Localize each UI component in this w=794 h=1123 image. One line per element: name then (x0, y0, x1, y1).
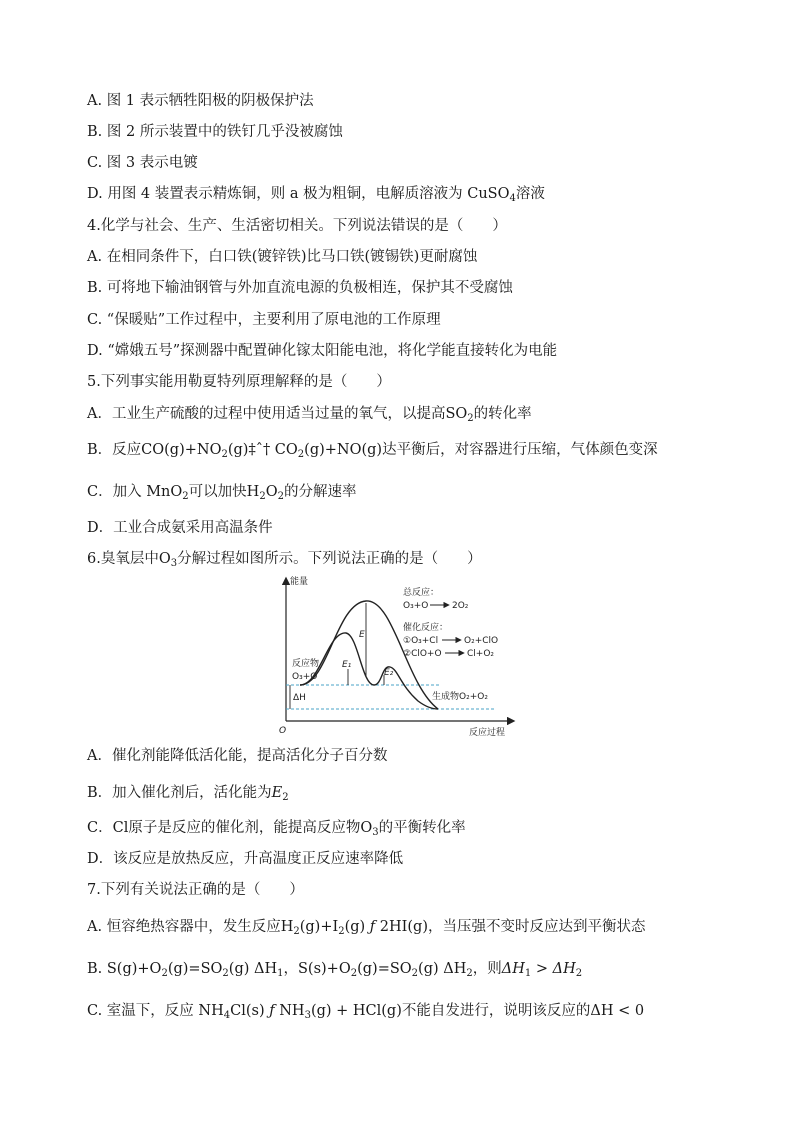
dH-label: ΔH (293, 693, 306, 703)
y-axis-label: 能量 (290, 577, 309, 587)
subscript: 2 (467, 413, 474, 424)
subscript: 2 (182, 491, 189, 502)
subscript: 2 (277, 491, 284, 502)
text-fragment: Cl(s) (230, 1003, 265, 1019)
subscript: 2 (221, 449, 228, 460)
subscript: 2 (282, 792, 289, 803)
text-fragment: > ΔH (531, 961, 576, 977)
option-line: D．工业合成氨采用高温条件 (87, 520, 273, 536)
option-line (87, 184, 545, 209)
text-fragment: ƒ (365, 919, 380, 935)
subscript: 2 (466, 968, 473, 979)
text-fragment: (g)=SO (167, 961, 223, 977)
text-fragment: ，则 (472, 961, 502, 977)
option-line: D. “嫦娥五号”探测器中配置砷化镓太阳能电池，将化学能直接转化为电能 (87, 343, 558, 359)
text-fragment: 的分解速率 (283, 484, 357, 500)
option-line (87, 440, 658, 465)
total-reaction-title: 总反应： (403, 588, 440, 598)
subscript: 2 (259, 491, 266, 502)
subscript: 1 (524, 968, 532, 979)
text-fragment: B．加入催化剂后，活化能为 (87, 785, 272, 801)
subscript: 2 (575, 968, 583, 979)
energy-profile-figure (270, 573, 520, 743)
catalytic-step-1-right: O₂+ClO (464, 636, 499, 646)
text-fragment: (g)=SO (357, 961, 412, 977)
question-4-stem: 4.化学与社会、生产、生活密切相关。下列说法错误的是（ ） (87, 218, 507, 234)
text-fragment: 溶液 (515, 186, 545, 202)
text-fragment: (g)+NO(g)达平衡后，对容器进行压缩，气体颜色变深 (304, 442, 658, 458)
text-fragment: 分解过程如图所示。下列说法正确的是（ ） (177, 551, 482, 567)
option-line (87, 404, 532, 429)
subscript: 2 (297, 449, 305, 460)
subscript: 2 (411, 968, 419, 979)
total-reaction-product: 2O₂ (452, 601, 469, 611)
total-reaction: O₃+O (403, 601, 429, 611)
catalytic-step-2-right: Cl+O₂ (467, 649, 495, 659)
text-fragment: C．Cl原子是反应的催化剂，能提高反应物O (87, 820, 373, 836)
text-fragment: ，S(s)+O (283, 961, 351, 977)
origin-label: O (279, 726, 287, 736)
subscript: 4 (509, 193, 516, 204)
option-line (87, 783, 289, 808)
question-6-stem (87, 549, 482, 574)
catalytic-step-2-left: ②ClO+O (403, 649, 442, 659)
text-fragment: 的转化率 (473, 406, 532, 422)
option-line (87, 959, 582, 984)
option-line: C. 图 3 表示电镀 (87, 155, 198, 171)
option-line: B. 图 2 所示装置中的铁钉几乎没被腐蚀 (87, 124, 343, 140)
text-fragment: A. 恒容绝热容器中，发生反应H (87, 919, 294, 935)
catalytic-step-1-left: ①O₃+Cl (403, 636, 439, 646)
option-line: D．该反应是放热反应，升高温度正反应速率降低 (87, 851, 404, 867)
text-fragment: B. S(g)+O (87, 961, 162, 977)
option-line: A. 在相同条件下，白口铁(镀锌铁)比马口铁(镀锡铁)更耐腐蚀 (87, 249, 478, 265)
text-fragment: E (271, 785, 283, 801)
option-line: C. “保暖贴”工作过程中，主要利用了原电池的工作原理 (87, 312, 441, 328)
option-line: A．催化剂能降低活化能，提高活化分子百分数 (87, 748, 388, 764)
E-label: E (359, 630, 365, 640)
text-fragment: (g)‡ˆ† (227, 442, 271, 458)
subscript: 2 (350, 968, 358, 979)
text-fragment: D. 用图 4 装置表示精炼铜，则 a 极为粗铜，电解质溶液为 CuSO (87, 186, 510, 202)
text-fragment: (g) + HCl(g)不能自发进行，说明该反应的ΔH < 0 (310, 1003, 645, 1019)
subscript: 4 (223, 1010, 231, 1021)
text-fragment: CO (270, 442, 298, 458)
text-fragment: C. 室温下，反应 NH (87, 1003, 224, 1019)
text-fragment: C．加入 MnO (87, 484, 183, 500)
reactant-label: 反应物 (292, 659, 320, 669)
option-line: B. 可将地下输油钢管与外加直流电源的负极相连，保护其不受腐蚀 (87, 280, 513, 296)
subscript: 2 (338, 926, 345, 937)
E2-label: E₂ (384, 668, 394, 678)
option-line (87, 818, 466, 843)
text-fragment: (g) (344, 919, 366, 935)
text-fragment: ΔH (501, 961, 525, 977)
product-label: 生成物O₂+O₂ (432, 692, 488, 702)
text-fragment: A．工业生产硫酸的过程中使用适当过量的氧气，以提高SO (87, 406, 468, 422)
text-fragment: ƒ (264, 1003, 280, 1019)
subscript: 3 (304, 1010, 311, 1021)
text-fragment: NH (279, 1003, 305, 1019)
subscript: 2 (161, 968, 168, 979)
option-line (87, 917, 645, 942)
text-fragment: (g) ΔH (228, 961, 278, 977)
subscript: 2 (222, 968, 229, 979)
text-fragment: 6.臭氧层中O (87, 551, 171, 567)
question-5-stem: 5.下列事实能用勒夏特列原理解释的是（ ） (87, 374, 391, 390)
option-line: A. 图 1 表示牺牲阳极的阴极保护法 (87, 93, 314, 109)
text-fragment: (g)+I (299, 919, 339, 935)
catalytic-title: 催化反应： (403, 623, 449, 633)
x-axis-label: 反应过程 (469, 728, 506, 738)
text-fragment: (g) ΔH (418, 961, 467, 977)
text-fragment: 的平衡转化率 (378, 820, 466, 836)
subscript: 1 (277, 968, 284, 979)
question-7-stem: 7.下列有关说法正确的是（ ） (87, 882, 304, 898)
option-line (87, 1001, 644, 1026)
option-line (87, 482, 356, 507)
text-fragment: O (265, 484, 278, 500)
subscript: 2 (293, 926, 300, 937)
reactant-formula: O₃+O (292, 672, 318, 682)
subscript: 3 (372, 827, 379, 838)
subscript: 3 (170, 558, 178, 569)
text-fragment: 2HI(g)，当压强不变时反应达到平衡状态 (379, 919, 646, 935)
text-fragment: 可以加快H (188, 484, 260, 500)
text-fragment: B．反应CO(g)+NO (87, 442, 222, 458)
E1-label: E₁ (342, 660, 352, 670)
